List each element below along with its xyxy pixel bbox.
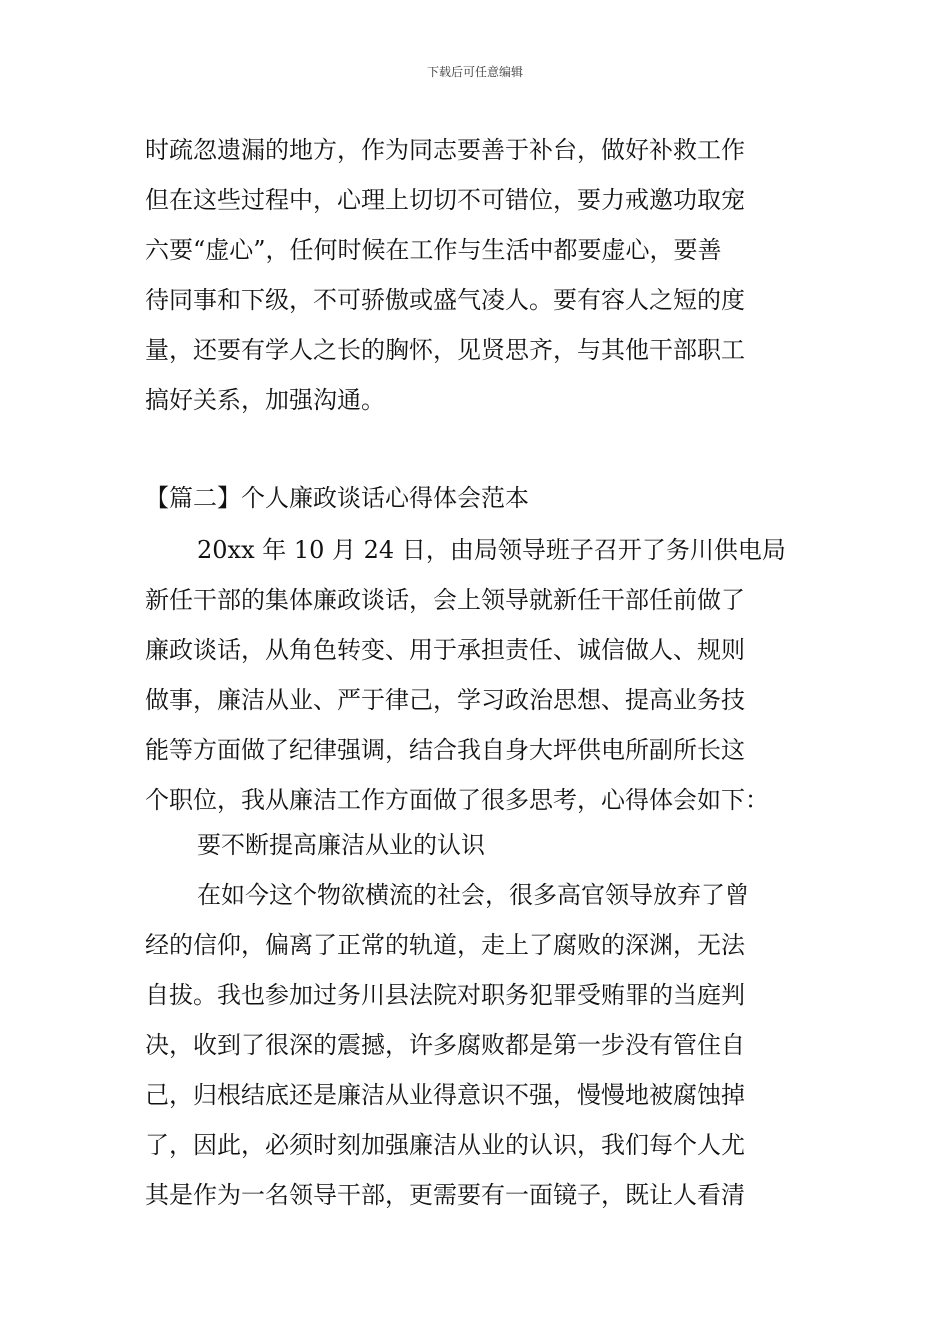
paragraph-line: 量，还要有学人之长的胸怀，见贤思齐，与其他干部职工 [145,336,745,364]
paragraph-line: 廉政谈话，从角色转变、用于承担责任、诚信做人、规则 [145,636,745,664]
paragraph-line: 六要“虚心”，任何时候在工作与生活中都要虚心，要善 [145,236,722,264]
paragraph-line: 20xx 年 10 月 24 日，由局领导班子召开了务川供电局 [197,536,786,564]
paragraph-line: 新任干部的集体廉政谈话，会上领导就新任干部任前做了 [145,586,745,614]
paragraph-line: 经的信仰，偏离了正常的轨道，走上了腐败的深渊，无法 [145,931,745,959]
page-header: 下载后可任意编辑 [426,65,523,79]
paragraph-line: 其是作为一名领导干部，更需要有一面镜子，既让人看清 [145,1181,745,1209]
paragraph-line: 但在这些过程中，心理上切切不可错位，要力戒邀功取宠 [145,186,745,214]
paragraph-line: 做事，廉洁从业、严于律己，学习政治思想、提高业务技 [145,686,745,714]
paragraph-line: 在如今这个物欲横流的社会，很多高官领导放弃了曾 [197,881,749,909]
paragraph-line: 能等方面做了纪律强调，结合我自身大坪供电所副所长这 [145,736,745,764]
paragraph-line: 待同事和下级，不可骄傲或盛气凌人。要有容人之短的度 [145,286,745,314]
paragraph-line: 搞好关系，加强沟通。 [145,386,385,414]
paragraph-line: 了，因此，必须时刻加强廉洁从业的认识，我们每个人尤 [145,1131,745,1159]
paragraph-line: 己，归根结底还是廉洁从业得意识不强，慢慢地被腐蚀掉 [145,1081,745,1109]
section-heading: 【篇二】个人廉政谈话心得体会范本 [145,484,529,512]
paragraph-line: 决，收到了很深的震撼，许多腐败都是第一步没有管住自 [145,1031,745,1059]
paragraph-line: 时疏忽遗漏的地方，作为同志要善于补台，做好补救工作 [145,136,745,164]
subheading: 要不断提高廉洁从业的认识 [197,831,485,859]
paragraph-line: 自拔。我也参加过务川县法院对职务犯罪受贿罪的当庭判 [145,981,745,1009]
paragraph-line: 个职位，我从廉洁工作方面做了很多思考，心得体会如下： [145,786,769,814]
